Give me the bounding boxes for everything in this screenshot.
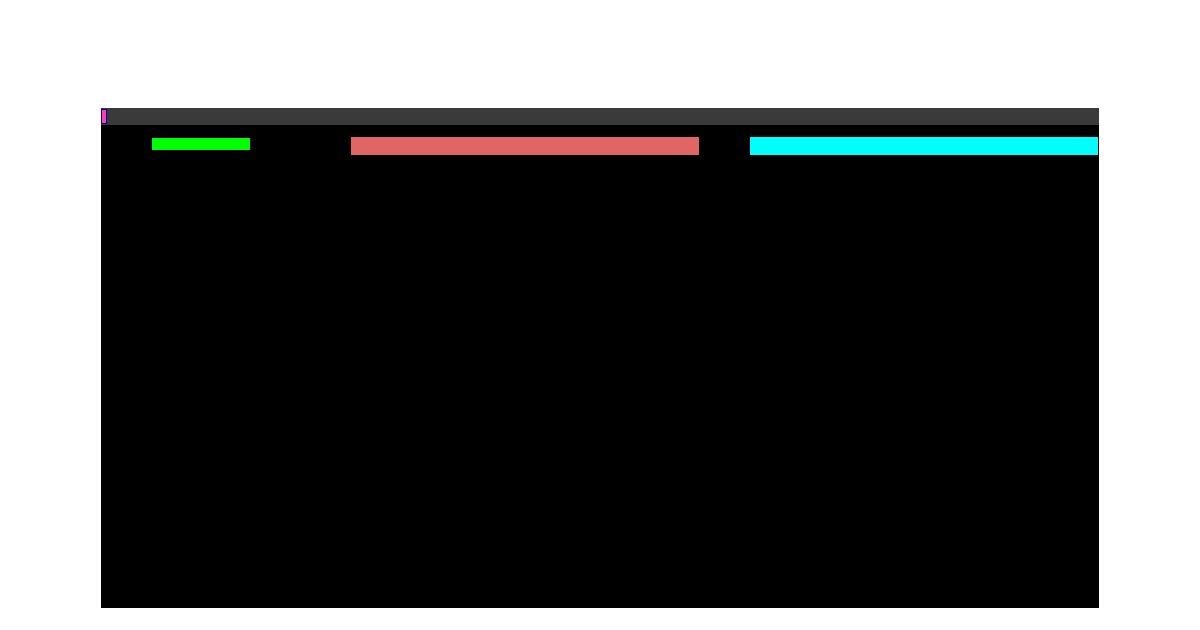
spreadsheet	[101, 108, 1099, 608]
sheet-title	[101, 109, 107, 124]
limited-secret-pets-header	[750, 137, 1098, 155]
normal-secret-pets-header	[351, 137, 699, 155]
ultra-secrets-header	[151, 137, 251, 151]
header-bar	[101, 108, 1099, 125]
